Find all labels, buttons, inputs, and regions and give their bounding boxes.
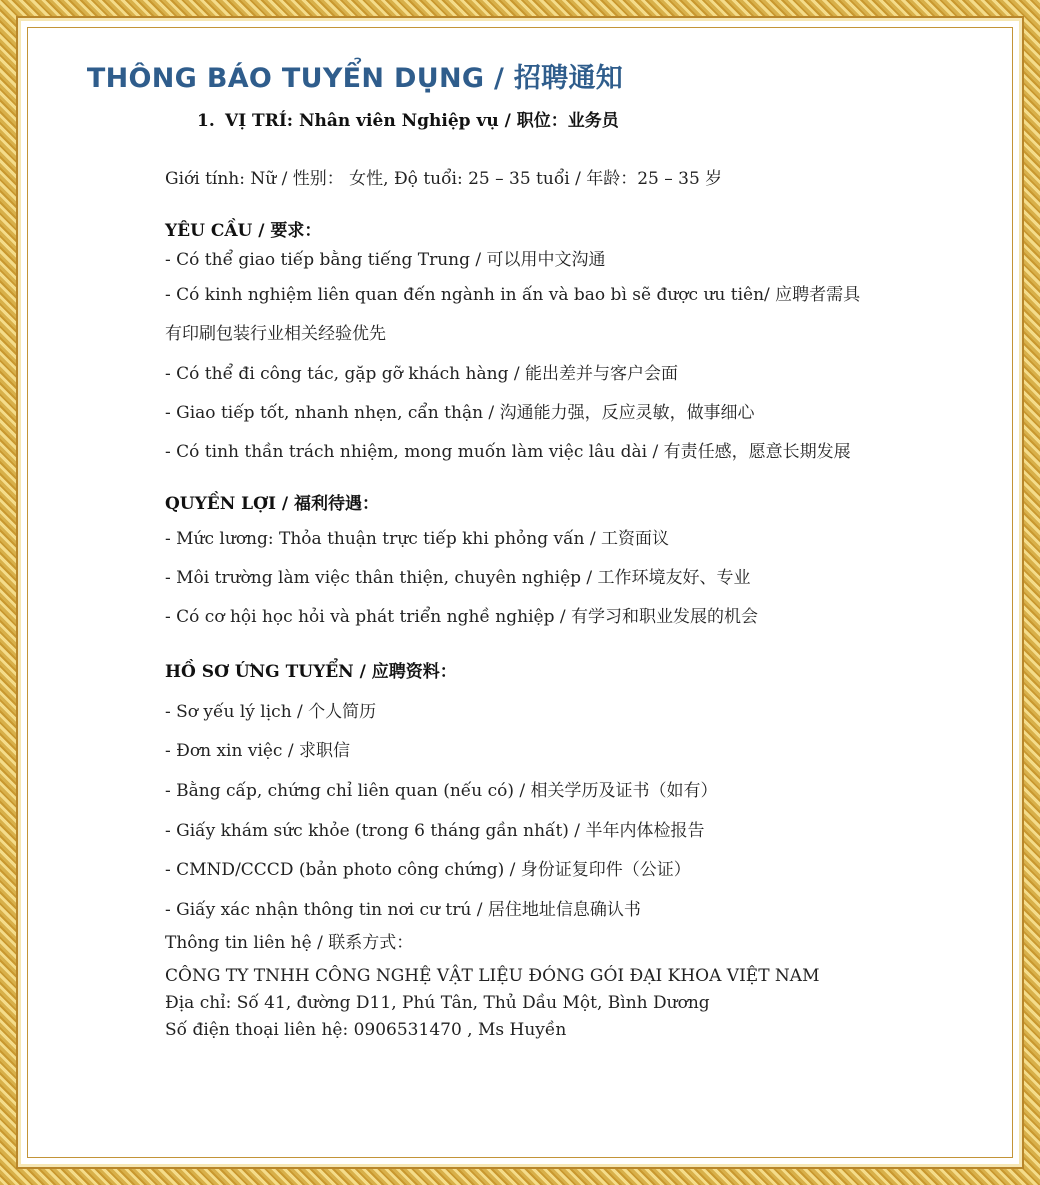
document-item: - Đơn xin việc / 求职信	[165, 741, 350, 761]
documents-heading: HỒ SƠ ỨNG TUYỂN / 应聘资料：	[165, 662, 457, 682]
requirement-item-continued: 有印刷包装行业相关经验优先	[165, 324, 386, 344]
document-item: - Giấy khám sức khỏe (trong 6 tháng gần nhất) / 半年内体检报告	[165, 821, 705, 841]
contact-label: Thông tin liên hệ / 联系方式：	[165, 933, 414, 953]
position-number: 1.	[197, 111, 215, 131]
gender-age-line: Giới tính: Nữ / 性别： 女性, Độ tuổi: 25 – 35 tuổi / 年龄：25 – 35 岁	[165, 169, 723, 189]
position-heading	[197, 106, 619, 131]
document-item: - CMND/CCCD (bản photo công chứng) / 身份证复印件（公证）	[165, 860, 691, 880]
requirement-item: - Có thể giao tiếp bằng tiếng Trung / 可以用中文沟通	[165, 250, 606, 270]
contact-phone: Số điện thoại liên hệ: 0906531470 , Ms Huyền	[165, 1020, 567, 1040]
contact-block	[165, 930, 820, 1044]
benefit-item: - Môi trường làm việc thân thiện, chuyên nghiệp / 工作环境友好、专业	[165, 568, 751, 588]
benefit-item: - Mức lương: Thỏa thuận trực tiếp khi phỏng vấn / 工资面议	[165, 529, 670, 549]
company-address: Địa chỉ: Số 41, đường D11, Phú Tân, Thủ Dầu Một, Bình Dương	[165, 993, 710, 1013]
benefits-heading: QUYỀN LỢI / 福利待遇：	[165, 494, 379, 514]
requirements-heading: YÊU CẦU / 要求：	[165, 221, 322, 241]
company-name: CÔNG TY TNHH CÔNG NGHỆ VẬT LIỆU ĐÓNG GÓI ĐẠI KHOA VIỆT NAM	[165, 966, 820, 986]
document-item: - Sơ yếu lý lịch / 个人简历	[165, 702, 377, 722]
page-title: THÔNG BÁO TUYỂN DỤNG / 招聘通知	[86, 63, 624, 94]
requirement-item: - Giao tiếp tốt, nhanh nhẹn, cẩn thận / 沟通能力强，反应灵敏，做事细心	[165, 403, 755, 423]
position-text: VỊ TRÍ: Nhân viên Nghiệp vụ / 职位：业务员	[225, 111, 619, 131]
document-item: - Bằng cấp, chứng chỉ liên quan (nếu có) / 相关学历及证书（如有）	[165, 781, 718, 801]
document-item: - Giấy xác nhận thông tin nơi cư trú / 居住地址信息确认书	[165, 900, 641, 920]
benefit-item: - Có cơ hội học hỏi và phát triển nghề nghiệp / 有学习和职业发展的机会	[165, 607, 758, 627]
requirement-item: - Có kinh nghiệm liên quan đến ngành in ấn và bao bì sẽ được ưu tiên/ 应聘者需具	[165, 285, 861, 305]
requirement-item: - Có thể đi công tác, gặp gỡ khách hàng / 能出差并与客户会面	[165, 364, 678, 384]
requirement-item: - Có tinh thần trách nhiệm, mong muốn làm việc lâu dài / 有责任感，愿意长期发展	[165, 442, 851, 462]
